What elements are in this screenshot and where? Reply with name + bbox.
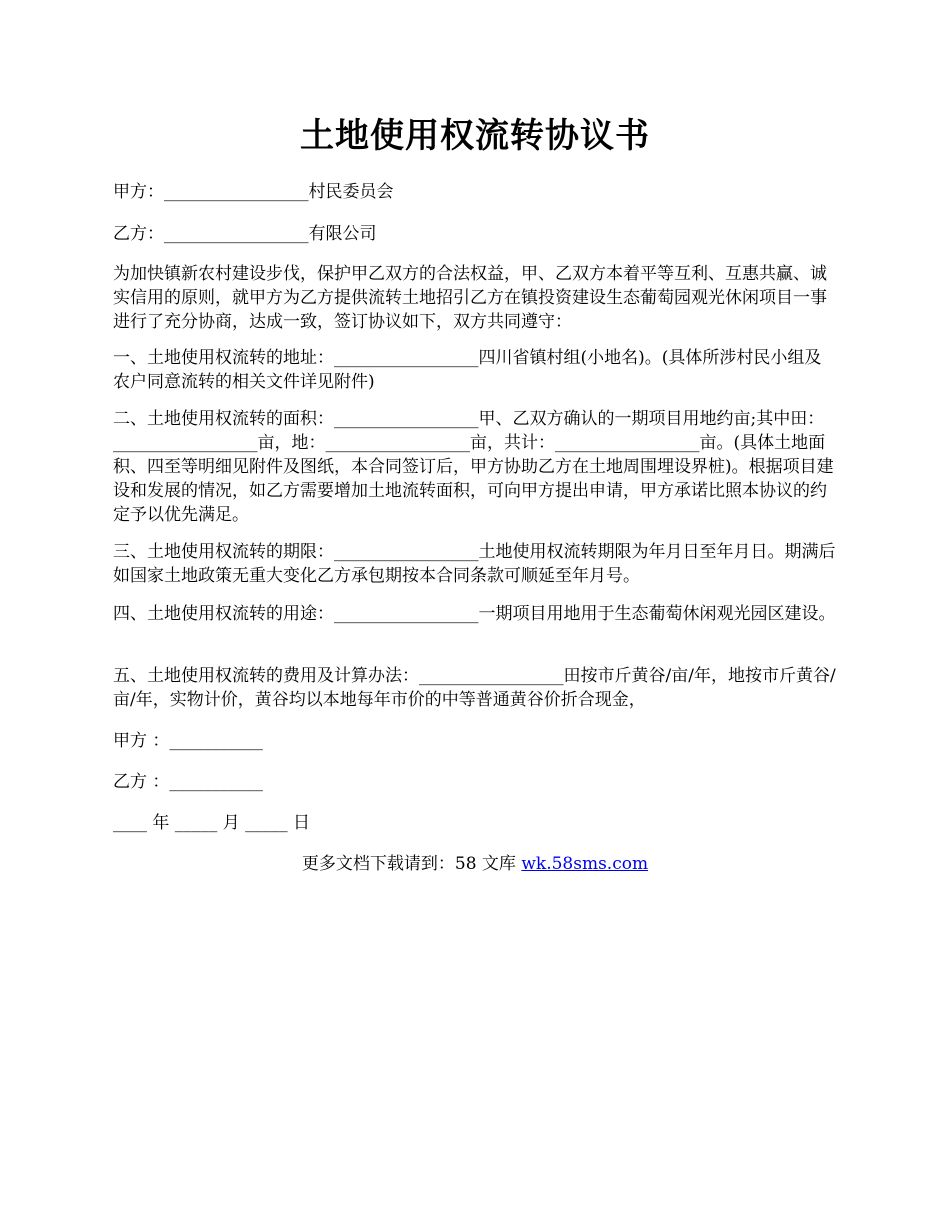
download-footer [0, 852, 950, 876]
document-title: 土地使用权流转协议书 [300, 116, 650, 156]
signature-party-a: 甲方 ：___________ [113, 731, 263, 751]
clause-4-usage: 四、土地使用权流转的用途：_________________一期项目用地用于生态葡萄休闲观光园区建设。 [113, 604, 836, 624]
clause-1-address: 一、土地使用权流转的地址：_________________四川省镇村组(小地名)。(具体所涉村民小组及农户同意流转的相关文件详见附件) [113, 348, 822, 392]
footer-text: 更多文档下载请到：58 文库 [301, 854, 522, 874]
date-line: ____ 年 _____ 月 _____ 日 [113, 813, 311, 833]
preamble-paragraph: 为加快镇新农村建设步伐，保护甲乙双方的合法权益，甲、乙双方本着平等互利、互惠共赢、诚实信用的原则，就甲方为乙方提供流转土地招引乙方在镇投资建设生态葡萄园观光休闲项目一事进行了充分协商，达成一致，签订协议如下，双方共同遵守： [113, 264, 827, 332]
clause-5-fee: 五、土地使用权流转的费用及计算办法：_________________田按市斤黄谷/亩/年，地按市斤黄谷/亩/年，实物计价，黄谷均以本地每年市价的中等普通黄谷价折合现金， [113, 666, 836, 710]
signature-party-b: 乙方 ：___________ [113, 772, 263, 792]
party-a-line: 甲方：_________________村民委员会 [113, 182, 394, 202]
clause-2-area: 二、土地使用权流转的面积：_________________甲、乙双方确认的一期项目用地约亩;其中田：_________________亩，地：_________________亩，共计：_________________亩。(具体土地面积、四至等明细见附件及图纸，本合同签订后，甲方协助乙方在土地周围埋设界桩)。根据项目建设和发展的情况，如乙方需要增加土地流转面积，可向甲方提出申请，甲方承诺比照本协议的约定予以优先满足。 [113, 409, 834, 525]
clause-3-term: 三、土地使用权流转的期限：_________________土地使用权流转期限为年月日至年月日。期满后如国家土地政策无重大变化乙方承包期按本合同条款可顺延至年月号。 [113, 542, 836, 586]
party-b-line: 乙方：_________________有限公司 [113, 224, 377, 244]
footer-link[interactable]: wk.58sms.com [521, 854, 649, 874]
